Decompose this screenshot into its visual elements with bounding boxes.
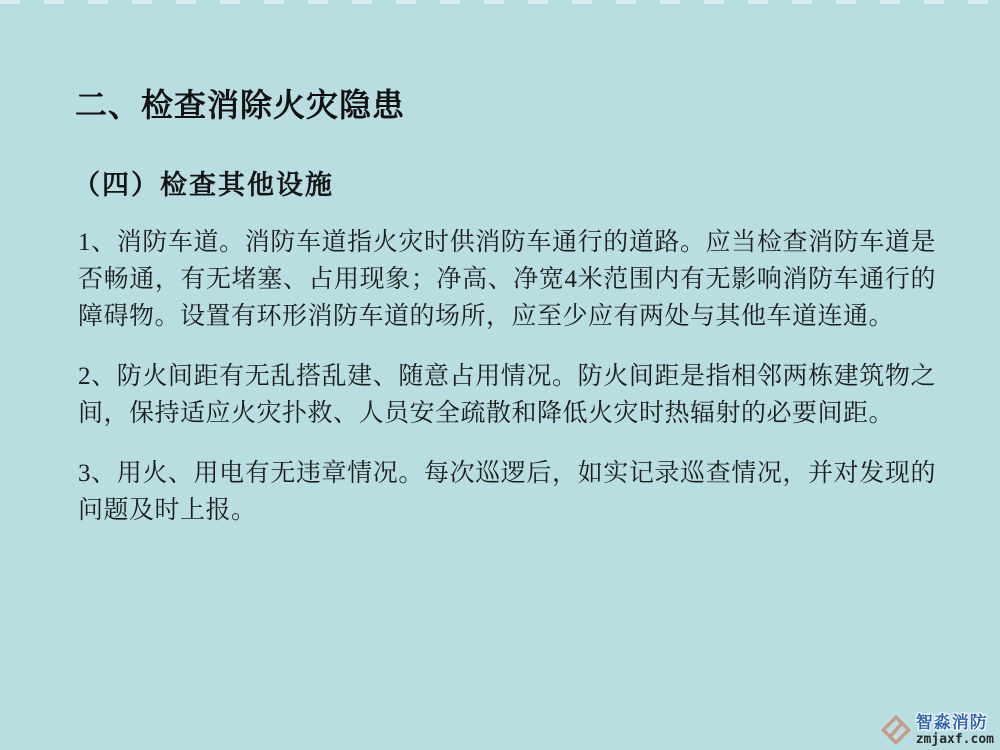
slide-subtitle: （四）检查其他设施: [73, 170, 334, 200]
slide-title: 二、检查消除火灾隐患: [75, 87, 406, 123]
watermark-text: [916, 714, 994, 746]
paragraph-fire-separation: 2、防火间距有无乱搭乱建、随意占用情况。防火间距是指相邻两栋建筑物之间，保持适应火灾扑救、人员安全疏散和降低火灾时热辐射的必要间距。: [78, 363, 936, 427]
top-edge-dashes: [0, 0, 1000, 4]
watermark-logo: [879, 713, 994, 747]
watermark-brand-name: 智淼消防: [915, 713, 988, 732]
paragraph-fire-electricity-use: 3、用火、用电有无违章情况。每次巡逻后，如实记录巡查情况，并对发现的问题及时上报。: [78, 460, 936, 524]
slide-body: [78, 224, 936, 552]
diamond-z-logo-icon: [879, 713, 913, 747]
paragraph-fire-lane: 1、消防车道。消防车道指火灾时供消防车通行的道路。应当检查消防车道是否畅通，有无堵塞、占用现象；净高、净宽4米范围内有无影响消防车通行的障碍物。设置有环形消防车道的场所，应至少应有两处与其他车道连通。: [78, 229, 936, 330]
watermark-url: zmjaxf.com: [915, 732, 994, 747]
